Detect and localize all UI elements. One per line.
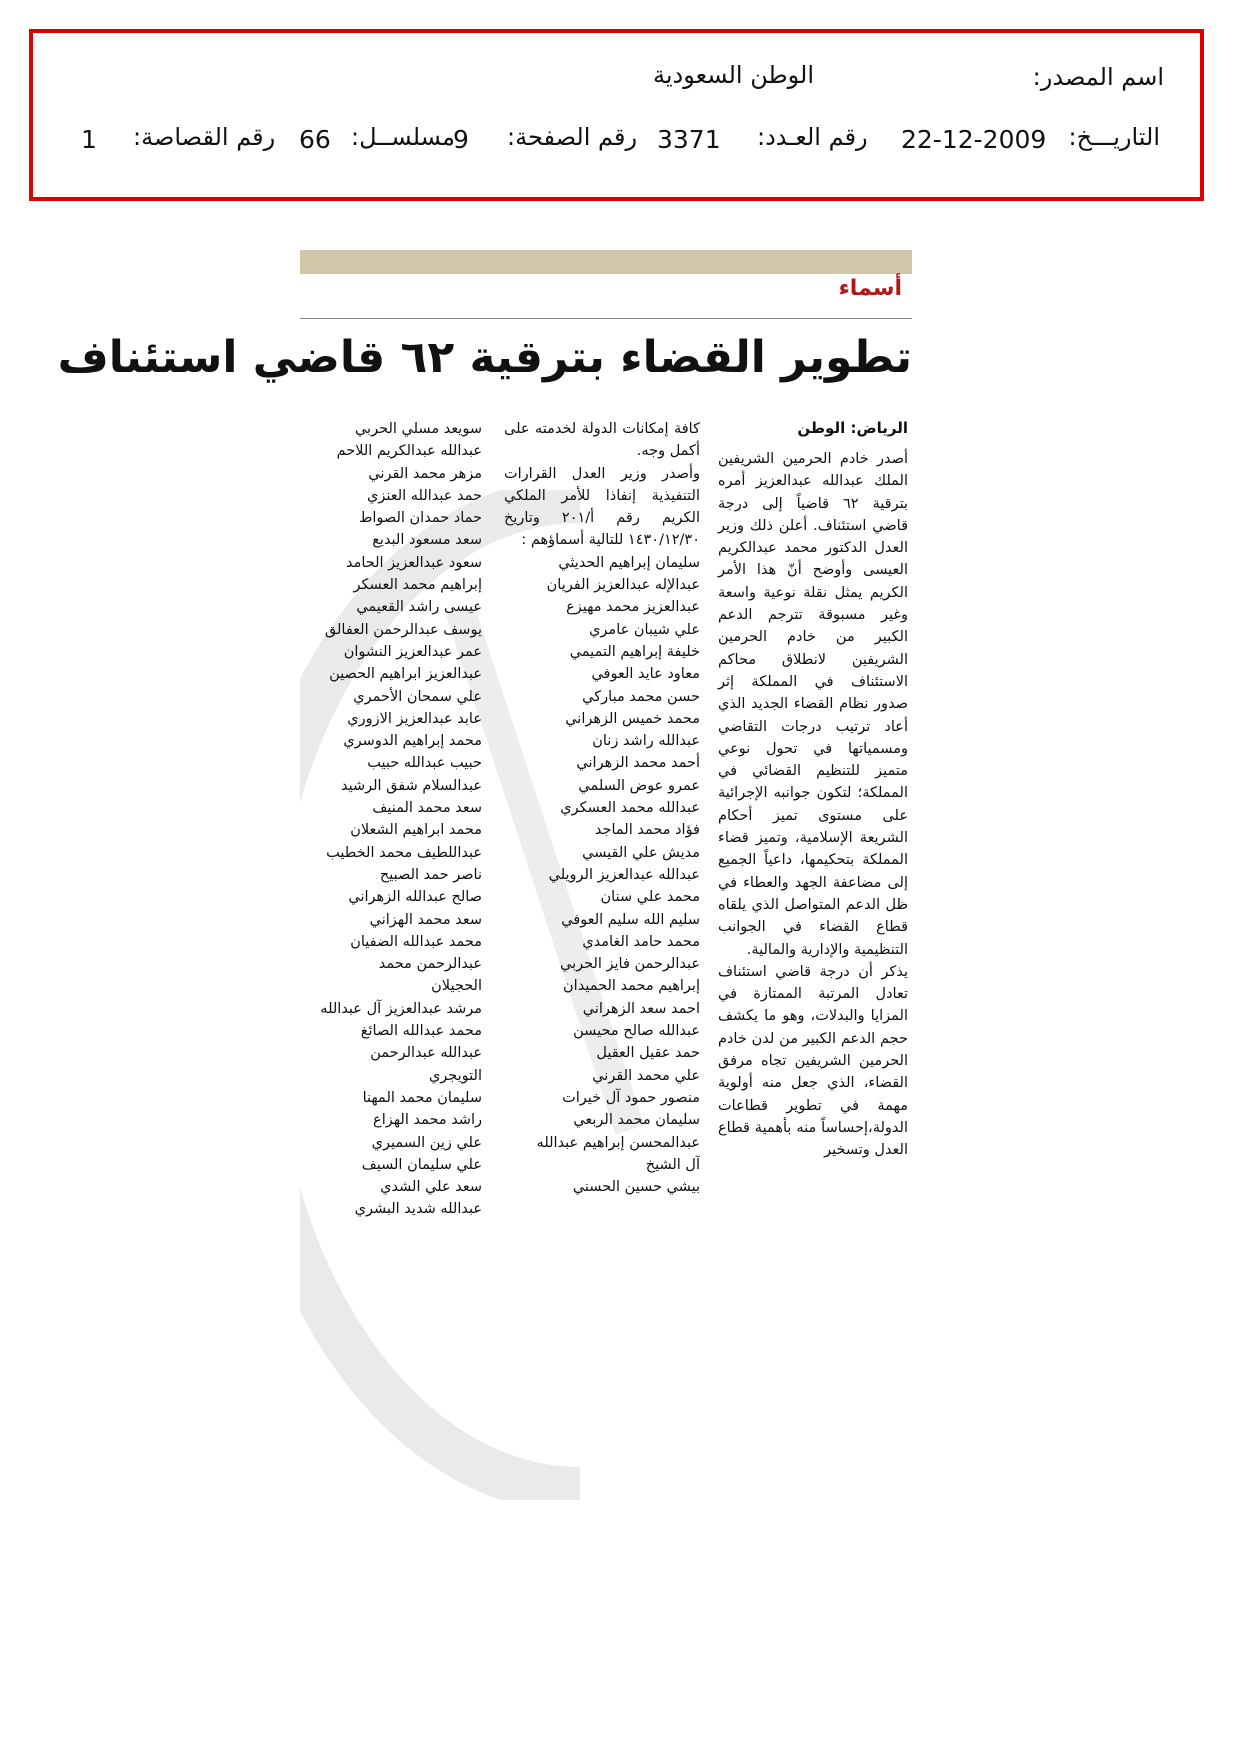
name-entry: سعد علي الشدي — [380, 1179, 482, 1196]
clip-number-value: 1 — [81, 125, 97, 154]
name-entry: عبدالسلام شفق الرشيد — [340, 777, 482, 794]
name-entry: عيسى راشد القعيمي — [356, 599, 482, 616]
article-column-3 — [300, 418, 482, 1221]
name-entry: عبدالله شديد البشري — [354, 1201, 482, 1218]
name-entry: حماد حمدان الصواط — [358, 510, 482, 527]
name-entry: يوسف عبدالرحمن العفالق — [324, 621, 482, 638]
name-entry: محمد إبراهيم الدوسري — [343, 733, 482, 750]
clip-number-label: رقم القصاصة: — [133, 123, 276, 151]
name-entry: علي سمحان الأحمري — [353, 688, 482, 705]
name-entry: عبدالعزيز محمد مهيزع — [566, 599, 700, 616]
page-value: 9 — [453, 125, 469, 154]
article-headline: تطوير القضاء بترقية ٦٢ قاضي استئناف — [57, 332, 912, 383]
name-entry: سعد محمد الهزاني — [369, 911, 482, 928]
name-entry: حمد عقيل العقيل — [596, 1045, 700, 1062]
name-entry: صالح عبدالله الزهراني — [348, 889, 482, 906]
name-entry: مرشد عبدالعزيز آل عبدالله — [320, 1000, 482, 1017]
name-entry: سليمان إبراهيم الحديثي — [558, 554, 700, 571]
article-paragraph: أصدر خادم الحرمين الشريفين الملك عبدالله عبدالعزيز أمره بترقية ٦٢ قاضياً إلى درجة قاضي استئناف. أعلن ذلك وزير العدل الدكتور محمد عبدالكريم العيسى وأوضح أنّ هذا الأمر الكريم يمثل نقلة نوعية واسعة وغير مسبوقة تترجم الدعم الكبير من خادم الحرمين الشريفين لانطلاق محاكم الاستئناف في المملكة إثر صدور نظام القضاء الجديد الذي أعاد ترتيب درجات التقاضي ومسمياتها في تحول نوعي متميز للتنظيم القضائي في المملكة؛ لتكون جوانبه الإجرائية على مستوى تميز أحكام الشريعة الإسلامية، وتميز قضاء المملكة بتحكيمها، داعياً الجميع إلى مضاعفة الجهد والعطاء في ظل الدعم المتواصل الذي يلقاه قطاع القضاء في الجوانب التنظيمية والإدارية والمالية. — [718, 451, 908, 958]
name-entry: سعد محمد المنيف — [372, 800, 482, 817]
name-entry: عبدالمحسن إبراهيم عبدالله — [536, 1134, 700, 1151]
name-entry: عبدالله صالح محيسن — [573, 1023, 700, 1040]
name-entry: محمد حامد الغامدي — [582, 933, 700, 950]
name-entry: أحمد محمد الزهراني — [576, 755, 700, 772]
name-entry: خليفة إبراهيم التميمي — [569, 643, 700, 660]
name-entry: محمد علي سنان — [600, 889, 700, 906]
date-value: 22-12-2009 — [901, 125, 1047, 154]
serial-value: 66 — [299, 125, 331, 154]
date-label: التاريـــخ: — [1068, 123, 1160, 151]
name-entry: محمد ابراهيم الشعلان — [350, 822, 482, 839]
name-entry: عبدالعزيز ابراهيم الحصين — [329, 666, 482, 683]
name-entry: محمد خميس الزهراني — [565, 710, 700, 727]
name-entry: محمد عبدالله الضفيان — [350, 933, 482, 950]
name-entry: علي شيبان عامري — [589, 621, 700, 638]
name-entry: عبدالله محمد العسكري — [560, 800, 700, 817]
name-entry: عبدالله عبدالعزيز الرويلي — [548, 866, 700, 883]
name-entry: مديش علي القيسي — [582, 844, 700, 861]
name-entry: عبدالله راشد زنان — [592, 733, 700, 750]
name-entry: حسن محمد مباركي — [582, 688, 700, 705]
section-color-bar — [300, 250, 912, 274]
source-value: الوطن السعودية — [653, 61, 814, 89]
name-entry: سليم الله سليم العوفي — [561, 911, 700, 928]
name-entry: عبدالرحمن فايز الحربي — [559, 956, 700, 973]
dateline: الرياض: الوطن — [797, 419, 908, 437]
article-column-2 — [504, 418, 700, 1198]
name-entry: عمرو عوض السلمي — [578, 777, 700, 794]
article-paragraph: كافة إمكانات الدولة لخدمته على أكمل وجه. — [504, 421, 700, 460]
name-entry: علي زين السميري — [371, 1134, 482, 1151]
name-entry: بيشي حسين الحسني — [572, 1179, 700, 1196]
name-entry: علي محمد القرني — [592, 1067, 700, 1084]
name-entry: عمر عبدالعزيز النشوان — [343, 643, 482, 660]
name-entry: سعود عبدالعزيز الحامد — [345, 554, 482, 571]
article-column-1 — [718, 418, 908, 1162]
name-entry: معاود عايد العوفي — [591, 666, 700, 683]
section-label: أسماء — [838, 276, 902, 301]
name-entry: الحجيلان — [431, 978, 482, 995]
name-entry: سليمان محمد المهنا — [362, 1089, 482, 1106]
name-entry: علي سليمان السيف — [361, 1156, 482, 1173]
name-entry: مزهر محمد القرني — [368, 465, 482, 482]
name-entry: فؤاد محمد الماجد — [594, 822, 700, 839]
name-entry: عبدالله عبدالكريم اللاحم — [336, 443, 482, 460]
name-entry: عابد عبدالعزيز الازوري — [347, 710, 482, 727]
name-entry: حبيب عبدالله حبيب — [367, 755, 482, 772]
clipping-metadata-box — [29, 29, 1204, 201]
name-entry: عبدالرحمن محمد — [378, 956, 482, 973]
name-entry: آل الشيخ — [645, 1156, 700, 1173]
page-label: رقم الصفحة: — [507, 123, 638, 151]
source-label: اسم المصدر: — [1032, 63, 1164, 91]
name-entry: احمد سعد الزهراني — [582, 1000, 700, 1017]
issue-label: رقم العـدد: — [757, 123, 868, 151]
name-entry: سليمان محمد الربعي — [573, 1112, 700, 1129]
issue-value: 3371 — [657, 125, 721, 154]
article-paragraph: يذكر أن درجة قاضي استئناف تعادل المرتبة الممتازة في المزايا والبدلات، وهو ما يكشف حجم الدعم الكبير من لدن خادم الحرمين الشريفين تجاه مرفق القضاء، الذي جعل منه أولوية مهمة في تطوير قطاعات الدولة،إحساساً منه بأهمية قطاع العدل وتسخير — [718, 963, 908, 1159]
name-entry: إبراهيم محمد الحميدان — [563, 978, 700, 995]
name-entry: عبداللطيف محمد الخطيب — [326, 844, 482, 861]
serial-label: مسلســل: — [351, 123, 455, 151]
name-entry: منصور حمود آل خيرات — [562, 1089, 700, 1106]
name-entry: عبدالإله عبدالعزيز الفريان — [546, 577, 700, 594]
section-divider — [300, 318, 912, 319]
name-entry: سويعد مسلي الحربي — [354, 421, 482, 437]
name-entry: سعد مسعود البديع — [372, 532, 482, 549]
names-list — [504, 552, 700, 1199]
names-list — [300, 418, 482, 1221]
name-entry: ناصر حمد الصبيح — [379, 866, 482, 883]
name-entry: راشد محمد الهزاع — [373, 1112, 482, 1129]
article-paragraph: وأصدر وزير العدل القرارات التنفيذية إنفاذا للأمر الملكي الكريم رقم أ/٢٠١ وتاريخ ١٤٣٠/١٢/٣٠ للتالية أسماؤهم : — [504, 465, 701, 549]
name-entry: حمد عبدالله العنزي — [366, 487, 482, 504]
name-entry: عبدالله عبدالرحمن — [370, 1045, 482, 1062]
name-entry: إبراهيم محمد العسكر — [353, 577, 482, 594]
name-entry: محمد عبدالله الصائغ — [360, 1023, 482, 1040]
name-entry: التويجري — [428, 1067, 482, 1084]
